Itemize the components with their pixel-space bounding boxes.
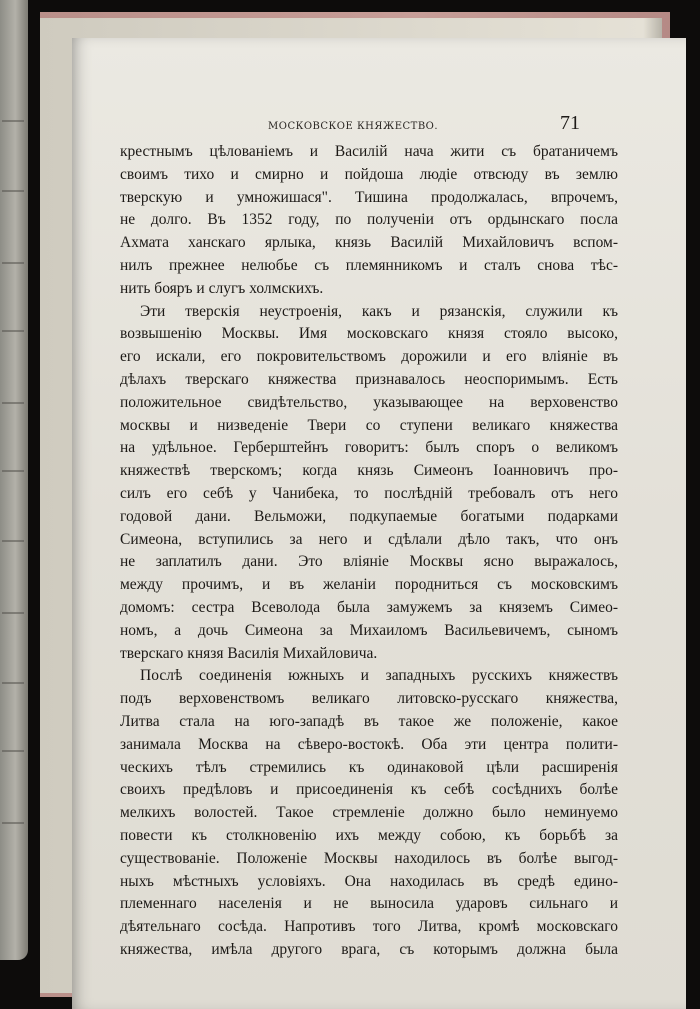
text-line: ныхъ мѣстныхъ условіяхъ. Она находилась въ средѣ едино- (120, 872, 618, 890)
text-line: существованіе. Положеніе Москвы находилось въ болѣе выгод- (120, 849, 618, 867)
page-stack (40, 18, 662, 993)
text-line: не долго. Въ 1352 году, по полученіи отъ ордынскаго посла (120, 211, 618, 229)
text-line: на удѣльное. Герберштейнъ говоритъ: былъ споръ о великомъ (120, 439, 618, 457)
text-line: княжества, имѣла другого врага, съ которымъ должна была (120, 940, 618, 958)
text-line: ческихъ тѣлъ стремились къ одинаковой цѣли расширенія (120, 758, 618, 776)
text-line: Литва стала на юго-западѣ въ такое же положеніе, какое (120, 712, 618, 730)
previous-page-edge (0, 0, 28, 960)
text-line: княжествѣ тверскомъ; когда князь Симеонъ Іоанновичъ про- (120, 462, 618, 480)
text-line: Эти тверскія неустроенія, какъ и рязанскія, служили къ (140, 302, 618, 320)
text-line: москвы и низведеніе Твери со ступени великаго княжества (120, 416, 618, 434)
book-page (72, 38, 686, 1009)
text-line: повести къ столкновенію ихъ между собою, къ борьбѣ за (120, 826, 618, 844)
page-header (72, 112, 686, 142)
text-line: подъ верховенствомъ великаго литовско-русскаго княжества, (120, 690, 618, 708)
text-line: племеннаго населенія и не выносила ударовъ сильнаго и (120, 895, 618, 913)
text-line: дѣятельнаго сосѣда. Напротивъ того Литва, кромѣ московскаго (120, 918, 618, 936)
page-number: 71 (560, 112, 580, 134)
text-line: своимъ тихо и смирно и пойдоша людіе отвсюду въ землю (120, 165, 618, 183)
text-line: Симеона, вступились за него и сдѣлали дѣло такъ, что онъ (120, 530, 618, 548)
text-line: тверскую и умножишася". Тишина продолжалась, впрочемъ, (120, 188, 618, 206)
text-line: нить бояръ и слугъ холмскихъ. (120, 279, 324, 297)
text-line: домомъ: сестра Всеволода была замужемъ за княземъ Симео- (120, 598, 618, 616)
text-line: дѣлахъ тверскаго княжества признавалось неоспоримымъ. Есть (120, 370, 618, 388)
text-line: своихъ предѣловъ и присоединенія къ себѣ сосѣднихъ болѣе (120, 781, 618, 799)
text-line: крестнымъ цѣлованіемъ и Василій нача жити съ братаничемъ (120, 143, 618, 160)
text-line: тверскаго князя Василія Михайловича. (120, 644, 378, 662)
text-line: возвышенію Москвы. Имя московскаго князя стояло высоко, (120, 325, 618, 343)
text-line: Ахмата ханскаго ярлыка, князь Василій Михайловичъ вспом- (120, 234, 618, 252)
text-line: мелкихъ волостей. Такое стремленіе должно было неминуемо (120, 804, 618, 822)
running-head: МОСКОВСКОЕ КНЯЖЕСТВО. (268, 121, 439, 132)
text-line: годовой дани. Вельможи, подкупаемые богатыми подарками (120, 507, 618, 525)
text-line: занимала Москва на сѣверо-востокѣ. Оба эти центра полити- (120, 735, 618, 753)
text-line: силъ его себѣ у Чанибека, то послѣдній требовалъ отъ него (120, 484, 618, 502)
text-line: положительное свидѣтельство, указывающее на верховенство (120, 393, 618, 411)
text-line: номъ, а дочь Симеона за Михаиломъ Васильевичемъ, сыномъ (120, 621, 618, 639)
text-line: нилъ прежнее нелюбье съ племянникомъ и сталъ снова тѣс- (120, 256, 618, 274)
text-line: Послѣ соединенія южныхъ и западныхъ русскихъ княжествъ (140, 667, 618, 685)
body-text (120, 141, 618, 962)
text-line: не заплатилъ дани. Это вліяніе Москвы ясно выражалось, (120, 553, 618, 571)
text-line: его искали, его покровительствомъ дорожили и его вліяніе въ (120, 348, 618, 366)
text-line: между прочимъ, и въ желаніи породниться съ московскимъ (120, 576, 618, 594)
